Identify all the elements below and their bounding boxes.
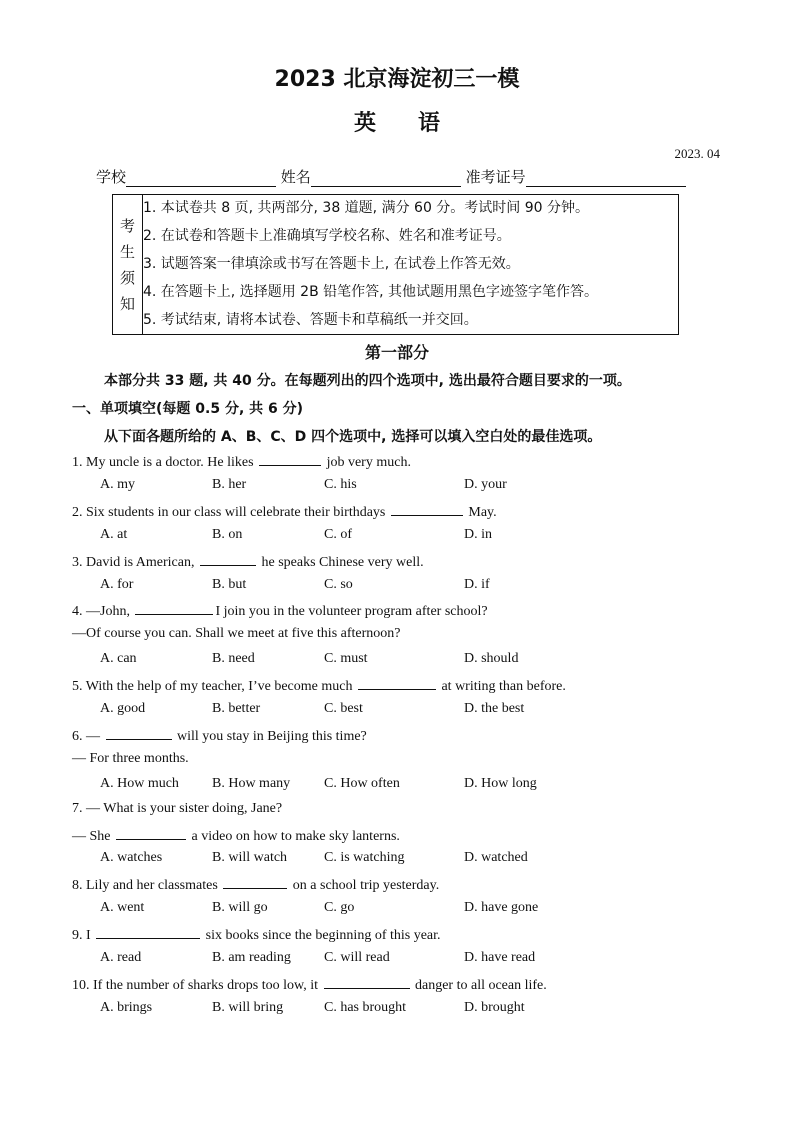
question-text-segment: 10. If the number of sharks drops too low, it [72, 977, 322, 993]
question-text-segment: I join you in the volunteer program after school? [215, 604, 488, 620]
answer-option[interactable]: C. his [324, 476, 357, 492]
answer-blank[interactable] [200, 552, 256, 566]
question-text-segment: 7. — What is your sister doing, Jane? [72, 800, 283, 816]
name-label: 姓名 [280, 168, 311, 186]
answer-blank[interactable] [106, 726, 172, 740]
answer-blank[interactable] [135, 601, 213, 615]
part-title: 第一部分 [364, 343, 429, 362]
notice-item: 2. 在试卷和答题卡上准确填写学校名称、姓名和准考证号。 [143, 228, 511, 244]
question-text-segment: —Of course you can. Shall we meet at five this afternoon? [72, 626, 401, 642]
question-text-segment: — She [72, 828, 114, 844]
question-text-segment: 5. With the help of my teacher, I’ve become much [72, 679, 356, 695]
notice-side-char: 知 [119, 294, 135, 313]
question-text-segment: a video on how to make sky lanterns. [188, 828, 400, 844]
question-text [72, 452, 411, 471]
question-text-segment: 1. My uncle is a doctor. He likes [72, 455, 258, 470]
answer-option[interactable]: C. How often [324, 775, 400, 791]
question-text [72, 726, 367, 745]
answer-option[interactable]: A. can [100, 651, 137, 667]
question-text-segment: 9. I [72, 928, 95, 944]
notice-item: 3. 试题答案一律填涂或书写在答题卡上, 在试卷上作答无效。 [143, 256, 520, 272]
notice-item: 4. 在答题卡上, 选择题用 2B 铅笔作答, 其他试题用黑色字迹签字笔作答。 [143, 284, 599, 300]
question-text [72, 875, 439, 894]
answer-option[interactable]: B. will go [212, 900, 268, 916]
answer-option[interactable]: B. need [212, 651, 255, 667]
answer-option[interactable]: D. How long [464, 775, 537, 791]
notice-item: 1. 本试卷共 8 页, 共两部分, 38 道题, 满分 60 分。考试时间 90 分钟。 [143, 200, 590, 216]
subject-title: 英语 [353, 111, 482, 136]
question-text [72, 502, 497, 521]
question-text-segment: he speaks Chinese very well. [257, 554, 424, 570]
question-text [72, 925, 441, 944]
question-text-segment: on a school trip yesterday. [289, 878, 440, 894]
answer-option[interactable]: C. is watching [324, 850, 405, 866]
notice-side-label [113, 195, 143, 334]
answer-blank[interactable] [223, 875, 287, 889]
answer-option[interactable]: D. brought [464, 999, 525, 1015]
question-text-segment: 3. David is American, [72, 554, 198, 570]
answer-option[interactable]: D. watched [464, 850, 528, 866]
question-text-segment: 2. Six students in our class will celebrate their birthdays [72, 504, 389, 520]
answer-blank[interactable] [324, 975, 410, 989]
section-title: 一、单项填空(每题 0.5 分, 共 6 分) [72, 401, 304, 417]
answer-option[interactable]: D. your [464, 476, 507, 492]
answer-option[interactable]: D. have read [464, 950, 536, 965]
notice-box [112, 194, 679, 335]
question-text-segment: six books since the beginning of this year. [202, 928, 441, 944]
answer-option[interactable]: A. good [100, 701, 146, 716]
answer-blank[interactable] [391, 502, 463, 516]
answer-option[interactable]: D. should [464, 651, 519, 667]
answer-blank[interactable] [96, 925, 200, 939]
answer-option[interactable]: A. watches [100, 850, 163, 866]
question-text-segment: 8. Lily and her classmates [72, 878, 222, 894]
question-text-segment: will you stay in Beijing this time? [173, 728, 367, 744]
answer-option[interactable]: D. have gone [464, 900, 539, 916]
question-text [72, 552, 424, 571]
answer-option[interactable]: C. go [324, 900, 355, 916]
exam-id-label: 准考证号 [465, 168, 526, 186]
answer-blank[interactable] [116, 826, 186, 840]
question-text [72, 801, 282, 817]
part-description: 本部分共 33 题, 共 40 分。在每题列出的四个选项中, 选出最符合题目要求的一项。 [104, 373, 631, 389]
answer-option[interactable]: B. will bring [212, 999, 284, 1015]
question-text-segment: danger to all ocean life. [411, 977, 547, 993]
answer-option[interactable]: D. if [464, 576, 490, 592]
question-text-segment: May. [464, 504, 497, 520]
answer-option[interactable]: A. How much [100, 775, 179, 791]
answer-option[interactable]: A. my [100, 476, 135, 492]
name-field[interactable] [311, 170, 461, 187]
answer-option[interactable]: D. in [464, 526, 492, 542]
student-info-row [96, 166, 686, 187]
question-text-segment: — For three months. [72, 750, 189, 766]
answer-blank[interactable] [358, 676, 436, 690]
answer-option[interactable]: D. the best [464, 701, 525, 716]
answer-option[interactable]: B. will watch [212, 850, 288, 866]
answer-option[interactable]: B. How many [212, 775, 291, 791]
exam-date: 2023. 04 [674, 146, 720, 161]
answer-option[interactable]: B. better [212, 701, 261, 716]
answer-option[interactable]: B. am reading [212, 950, 291, 965]
answer-option[interactable]: A. read [100, 950, 142, 965]
notice-side-char: 生 [119, 242, 135, 261]
question-text [72, 975, 547, 994]
question-text-segment: 6. — [72, 728, 104, 744]
answer-option[interactable]: B. on [212, 526, 243, 542]
answer-option[interactable]: C. so [324, 576, 353, 592]
notice-side-char: 须 [119, 268, 135, 287]
exam-title: 2023 北京海淀初三一模 [274, 67, 520, 92]
answer-option[interactable]: C. will read [324, 950, 390, 965]
section-instruction: 从下面各题所给的 A、B、C、D 四个选项中, 选择可以填入空白处的最佳选项。 [104, 429, 602, 445]
answer-option[interactable]: A. went [100, 900, 145, 916]
question-text [72, 751, 189, 767]
school-field[interactable] [126, 170, 276, 187]
answer-option[interactable]: A. brings [100, 999, 153, 1015]
notice-items [143, 195, 678, 335]
question-text [72, 826, 400, 845]
answer-option[interactable]: C. must [324, 651, 368, 667]
answer-blank[interactable] [259, 452, 321, 466]
answer-option[interactable]: A. at [100, 526, 128, 542]
question-text-segment: at writing than before. [437, 679, 566, 695]
question-text-segment: 4. —John, [72, 604, 134, 620]
exam-id-field[interactable] [526, 170, 686, 187]
question-text-segment: job very much. [323, 455, 411, 470]
answer-option[interactable]: C. best [324, 701, 363, 716]
question-text [72, 676, 566, 695]
school-label: 学校 [96, 168, 127, 186]
notice-side-char: 考 [119, 216, 135, 235]
answer-option[interactable]: B. but [212, 576, 247, 592]
answer-option[interactable]: A. for [100, 576, 134, 592]
notice-item: 5. 考试结束, 请将本试卷、答题卡和草稿纸一并交回。 [143, 312, 478, 328]
answer-option[interactable]: C. of [324, 526, 352, 542]
question-text [72, 626, 401, 642]
answer-option[interactable]: C. has brought [324, 999, 407, 1015]
answer-option[interactable]: B. her [212, 476, 247, 492]
question-text [72, 601, 488, 620]
